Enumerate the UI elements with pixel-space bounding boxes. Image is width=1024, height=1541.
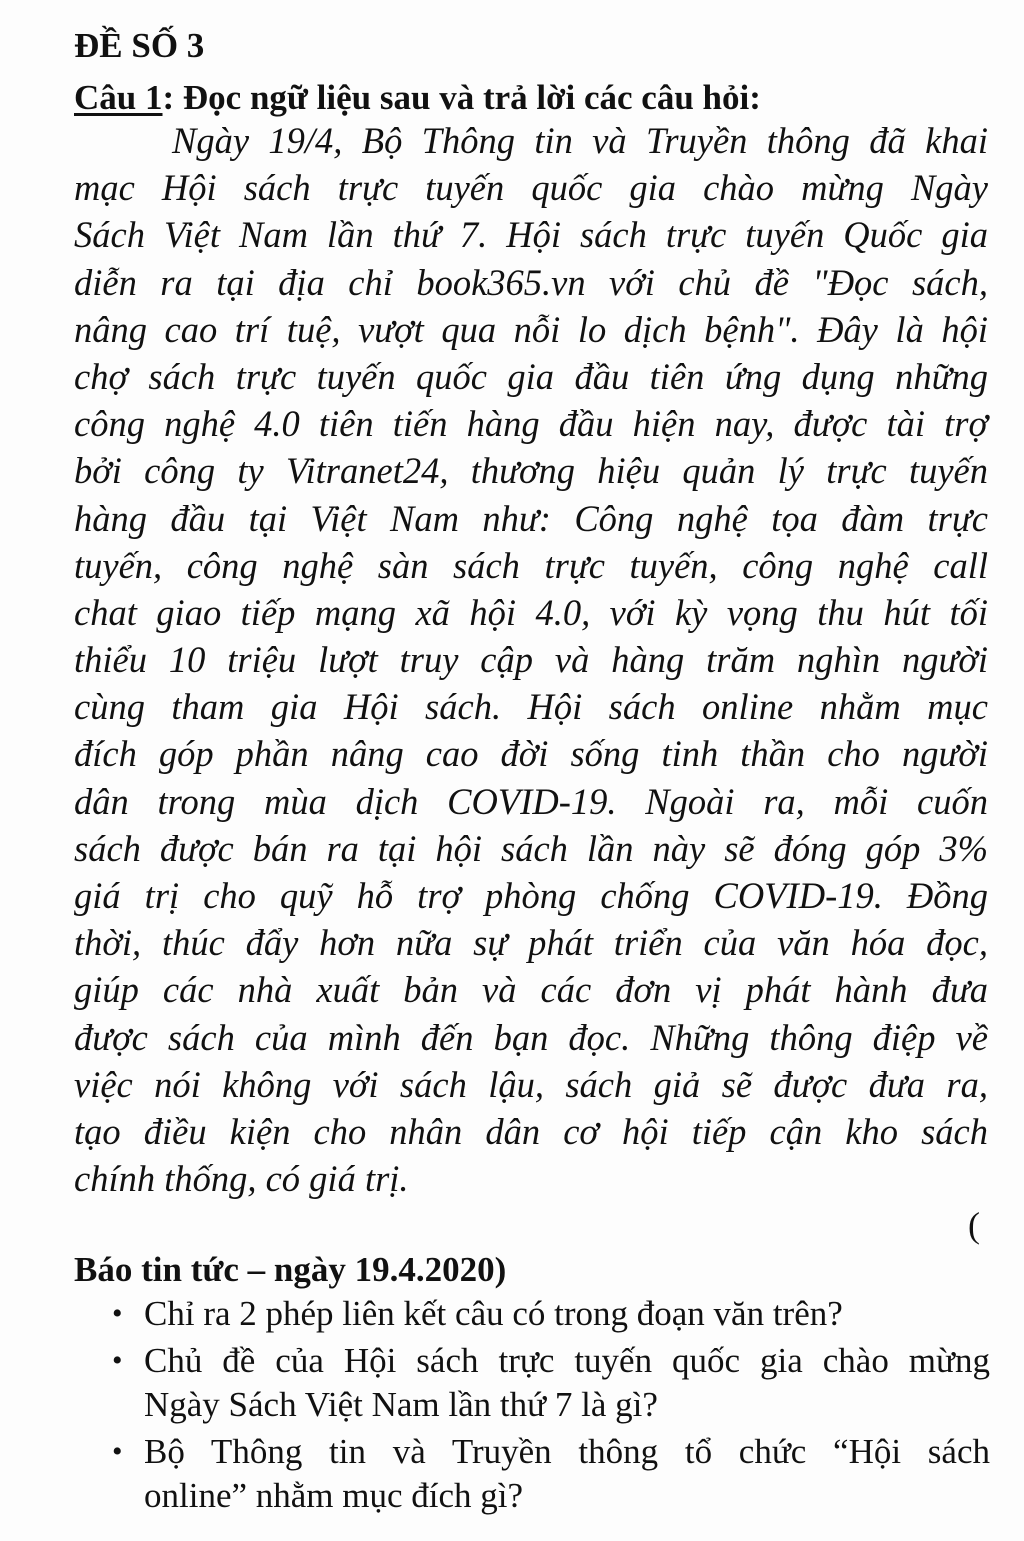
- passage-line: tạo điều kiện cho nhân dân cơ hội tiếp cận kho sách: [74, 1110, 988, 1152]
- passage-line: thời, thúc đẩy hơn nữa sự phát triển của văn hóa đọc,: [74, 922, 988, 964]
- exam-title: ĐỀ SỐ 3: [74, 26, 205, 65]
- passage-line: chat giao tiếp mạng xã hội 4.0, với kỳ vọng thu hút tối: [74, 591, 988, 633]
- reading-passage: [74, 117, 988, 1202]
- passage-line: Sách Việt Nam lần thứ 7. Hội sách trực tuyến Quốc gia: [74, 214, 988, 256]
- passage-line: tuyến, công nghệ sàn sách trực tuyến, công nghệ call: [74, 544, 988, 586]
- passage-line: cùng tham gia Hội sách. Hội sách online nhằm mục: [74, 686, 988, 728]
- passage-line: sách được bán ra tại hội sách lần này sẽ đóng góp 3%: [74, 827, 988, 869]
- question-item: [110, 1292, 990, 1337]
- question-heading: [74, 76, 761, 120]
- question-list: [110, 1292, 990, 1521]
- bullet-icon: •: [112, 1434, 123, 1468]
- question-text: Chỉ ra 2 phép liên kết câu có trong đoạn văn trên?: [144, 1294, 843, 1333]
- question-item: [110, 1430, 990, 1519]
- passage-line: dân trong mùa dịch COVID-19. Ngoài ra, mỗi cuốn: [74, 780, 988, 822]
- question-text: Bộ Thông tin và Truyền thông tổ chức “Hội sách: [144, 1431, 990, 1471]
- question-number: Câu 1: [74, 78, 163, 117]
- source-citation: Báo tin tức – ngày 19.4.2020): [74, 1250, 507, 1289]
- passage-line: diễn ra tại địa chỉ book365.vn với chủ đề "Đọc sách,: [74, 261, 988, 303]
- passage-line: thiểu 10 triệu lượt truy cập và hàng trăm nghìn người: [74, 639, 988, 681]
- passage-line: giá trị cho quỹ hỗ trợ phòng chống COVID-19. Đồng: [74, 875, 988, 916]
- passage-line: giúp các nhà xuất bản và các đơn vị phát hành đưa: [74, 969, 988, 1011]
- passage-line: chính thống, có giá trị.: [74, 1158, 409, 1200]
- passage-line: việc nói không với sách lậu, sách giả sẽ được đưa ra,: [74, 1063, 988, 1105]
- passage-line: đích góp phần nâng cao đời sống tinh thần cho người: [74, 733, 988, 775]
- passage-line: nâng cao trí tuệ, vượt qua nỗi lo dịch bệnh". Đây là hội: [74, 308, 988, 350]
- passage-line: công nghệ 4.0 tiên tiến hàng đầu hiện nay, được tài trợ: [74, 403, 988, 445]
- question-prompt: : Đọc ngữ liệu sau và trả lời các câu hỏi:: [162, 78, 761, 117]
- question-text: Chủ đề của Hội sách trực tuyến quốc gia chào mừng: [144, 1340, 990, 1380]
- question-item: [110, 1339, 990, 1428]
- passage-line: được sách của mình đến bạn đọc. Những thông điệp về: [74, 1016, 988, 1058]
- passage-line: mạc Hội sách trực tuyến quốc gia chào mừng Ngày: [74, 167, 988, 209]
- question-text: Ngày Sách Việt Nam lần thứ 7 là gì?: [144, 1385, 658, 1424]
- passage-line: hàng đầu tại Việt Nam như: Công nghệ tọa đàm trực: [74, 497, 988, 539]
- passage-line: bởi công ty Vitranet24, thương hiệu quản lý trực tuyến: [74, 450, 988, 492]
- bullet-icon: •: [112, 1343, 123, 1377]
- passage-line: chợ sách trực tuyến quốc gia đầu tiên ứng dụng những: [74, 355, 988, 397]
- passage-line: Ngày 19/4, Bộ Thông tin và Truyền thông đã khai: [172, 120, 988, 161]
- question-text: online” nhằm mục đích gì?: [144, 1476, 524, 1515]
- source-open-paren: (: [968, 1205, 980, 1245]
- bullet-icon: •: [112, 1297, 123, 1330]
